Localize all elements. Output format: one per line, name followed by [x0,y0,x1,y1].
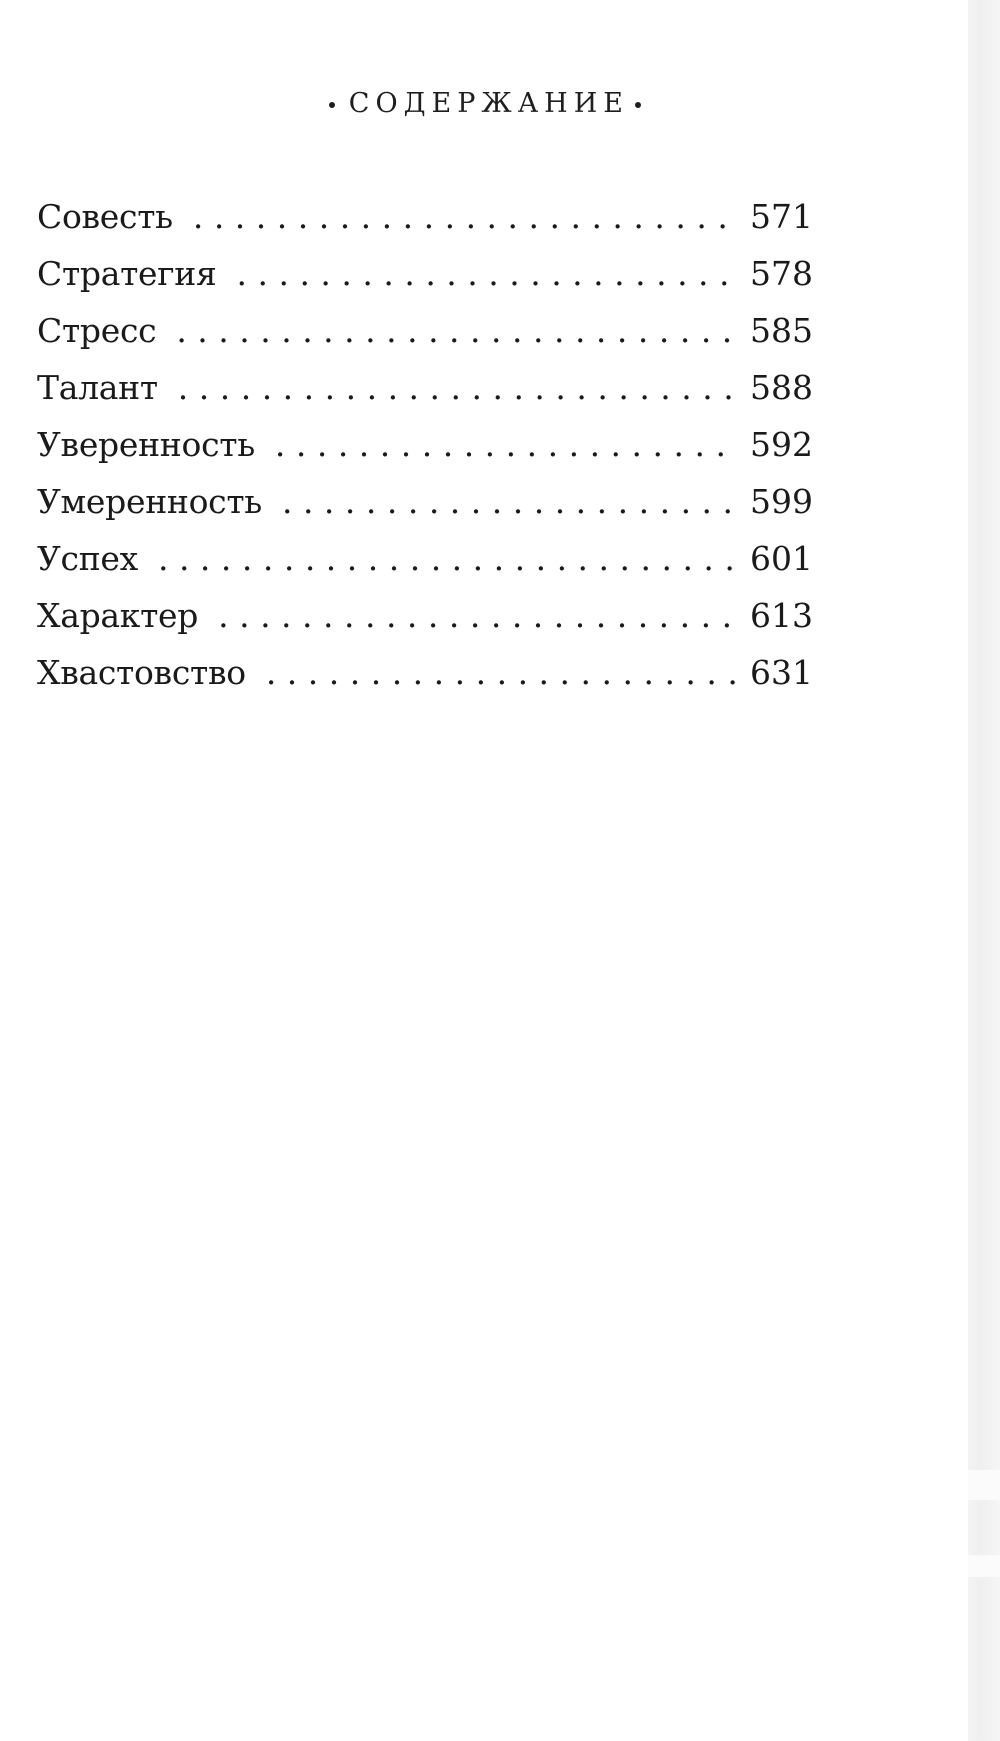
toc-entry-title: Уверенность [37,425,255,464]
toc-entry-page: 571 [750,197,813,236]
toc-entry-page: 601 [750,539,813,578]
toc-entry-page: 631 [750,653,813,692]
bullet-dot-icon [329,102,335,108]
dot-leader [237,245,740,302]
dot-leader [178,359,739,416]
dot-leader [158,530,739,587]
toc-entry-title: Успех [37,539,138,578]
dot-leader [282,473,739,530]
running-header [0,86,641,122]
dot-leader [275,416,739,473]
toc-entry-page: 578 [750,254,813,293]
toc-entry-title: Талант [37,368,158,407]
dot-leader [266,644,739,701]
toc-entry[interactable] [37,245,813,302]
page-edge [968,0,1000,1741]
toc-entry-title: Характер [37,596,199,635]
toc-entry-page: 613 [750,596,813,635]
toc-entry-page: 585 [750,311,813,350]
dot-leader [218,587,739,644]
toc-entry-page: 599 [750,482,813,521]
toc-entry-page: 588 [750,368,813,407]
toc-entry[interactable] [37,530,813,587]
dot-leader [176,302,739,359]
toc-entry[interactable] [37,644,813,701]
page-heading: СОДЕРЖАНИЕ [348,88,629,119]
toc-entry[interactable] [37,473,813,530]
toc-entry-title: Совесть [37,197,173,236]
table-of-contents [37,188,813,701]
bullet-dot-icon [635,102,641,108]
toc-entry-title: Стратегия [37,254,217,293]
toc-entry-page: 592 [750,425,813,464]
toc-entry[interactable] [37,587,813,644]
toc-entry-title: Хвастовство [37,653,246,692]
toc-entry-title: Умеренность [37,482,262,521]
toc-entry[interactable] [37,416,813,473]
toc-entry[interactable] [37,359,813,416]
page-edge-gap [968,1555,1000,1577]
page-edge-gap [968,1470,1000,1500]
toc-entry[interactable] [37,302,813,359]
toc-entry-title: Стресс [37,311,157,350]
dot-leader [193,188,739,245]
toc-entry[interactable] [37,188,813,245]
